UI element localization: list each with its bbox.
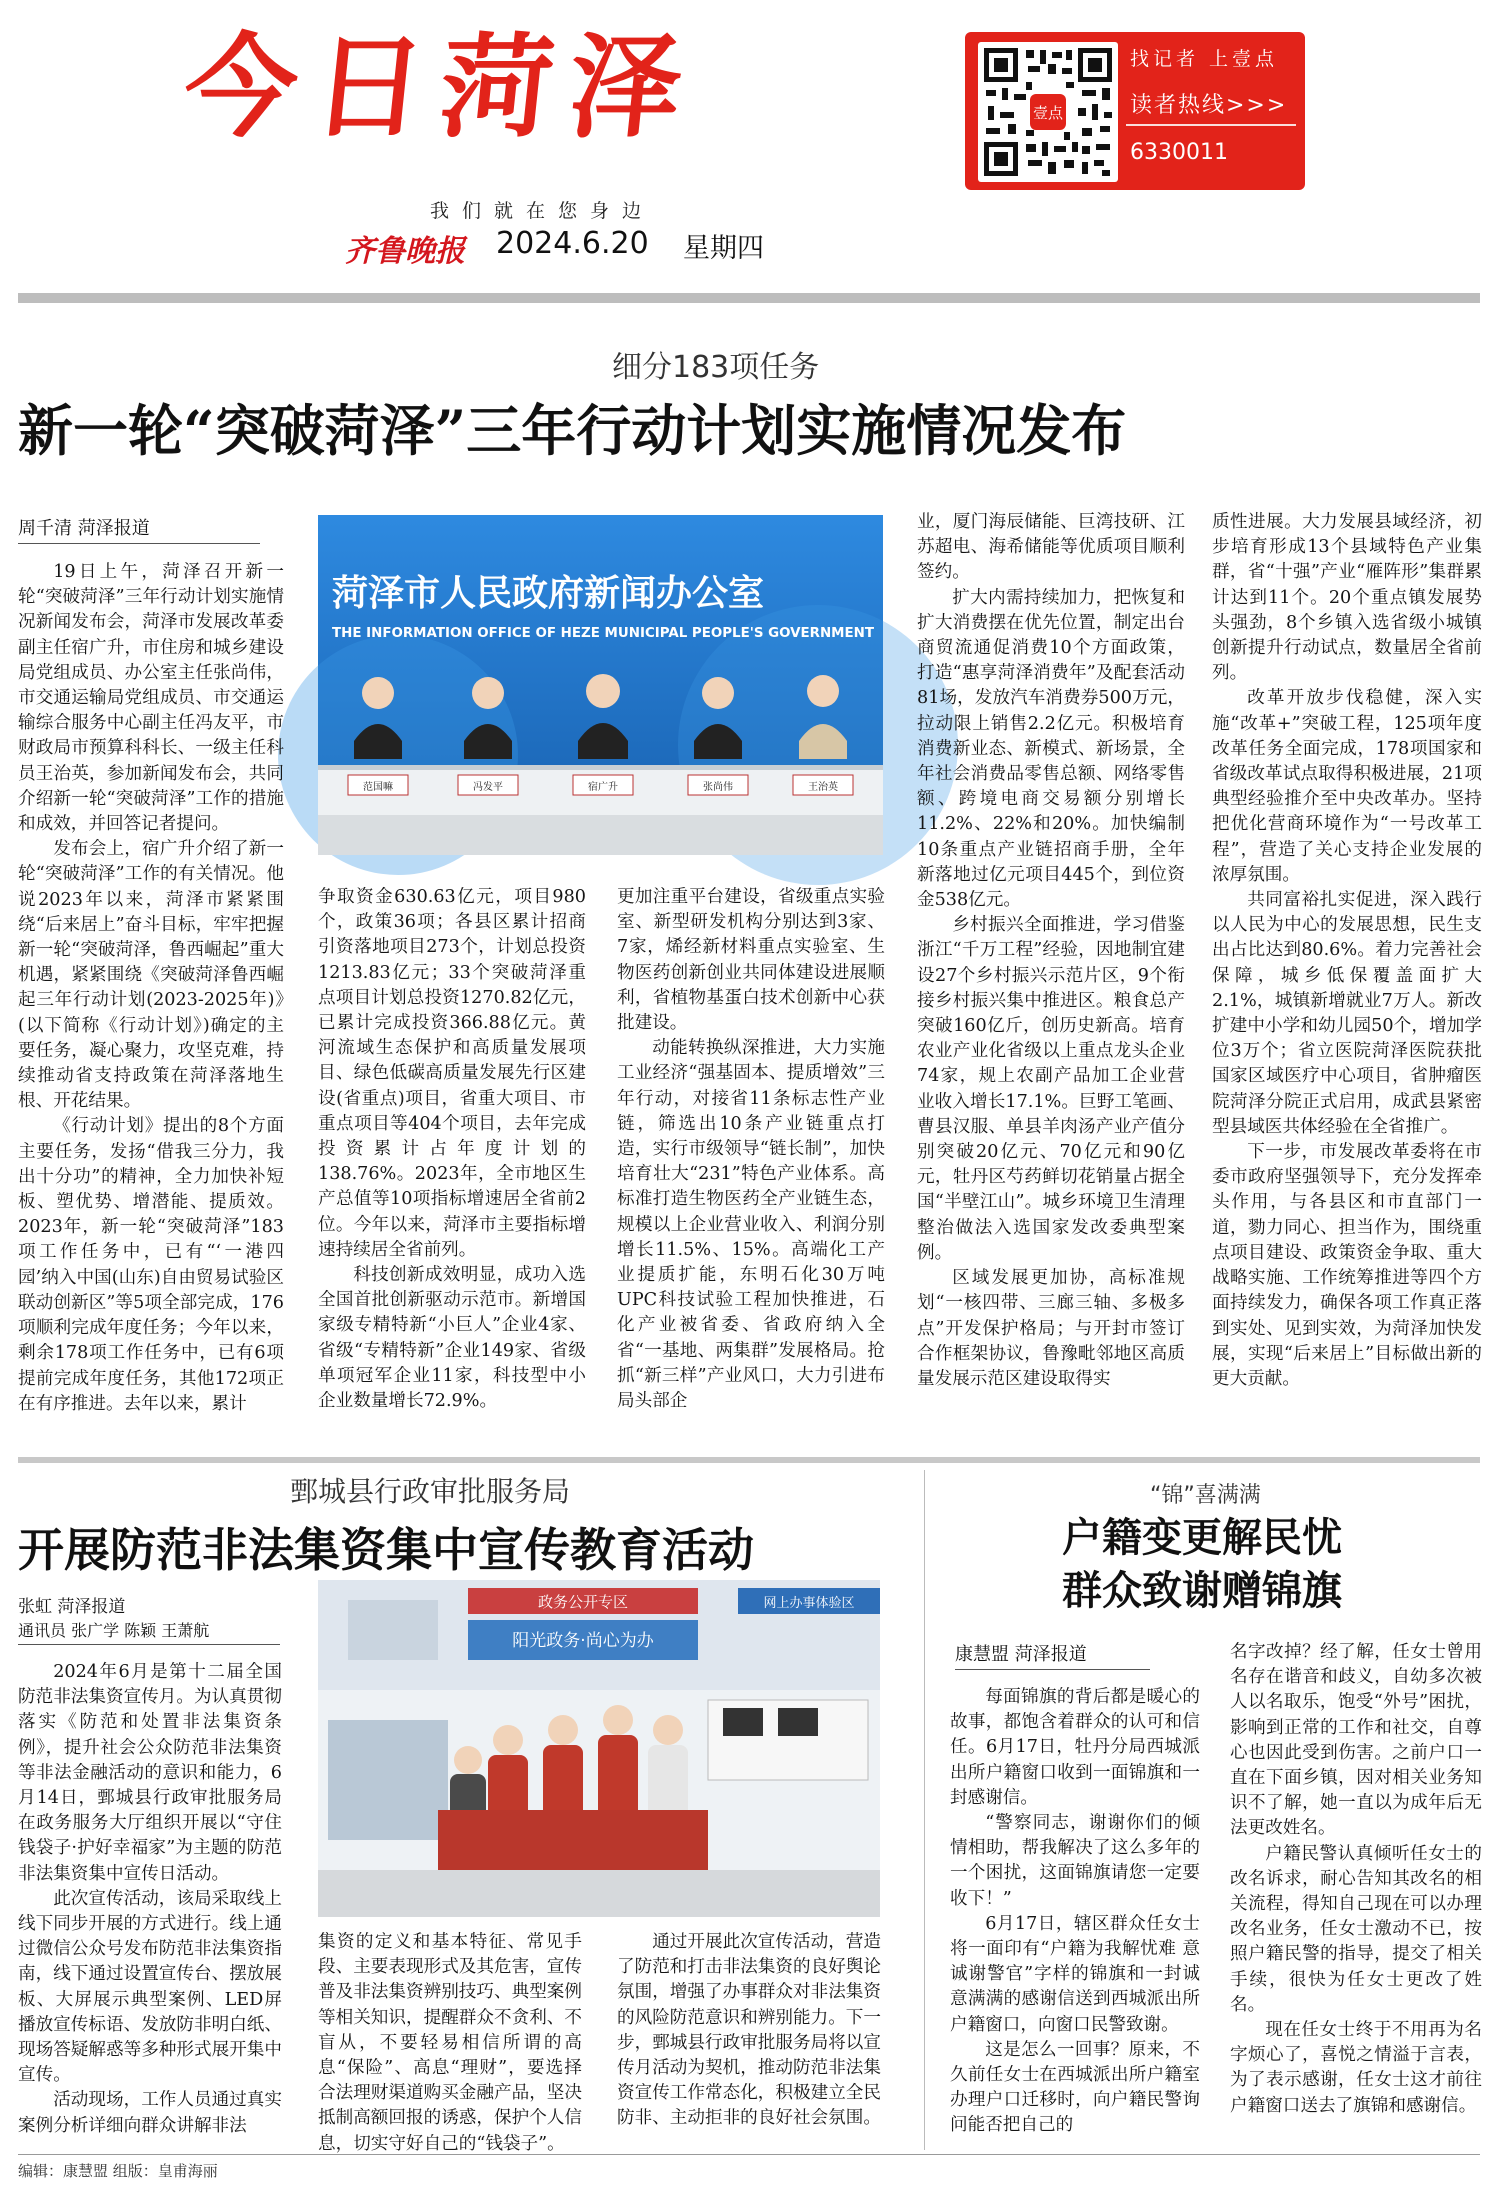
article1-paragraph: 乡村振兴全面推进，学习借鉴浙江“千万工程”经验，因地制宜建设27个乡村振兴示范片区，9个衔接乡村振兴集中推进区。粮食总产突破160亿斤，创历史新高。培育农业产业化省级以上重点龙头企业74家，规上农副产品加工企业营业收入增长17.1%。巨野工笔画、曹县汉服、单县羊肉汤产业产值分别突破20亿元、70亿元和90亿元，牡丹区芍药鲜切花销量占据全国“半壁江山”。城乡环境卫生清理整治做法入选国家发改委典型案例。: [917, 915, 1185, 1263]
issue-date: 2024.6.20: [496, 226, 649, 261]
contact-divider: [1126, 124, 1296, 126]
section-divider: [18, 1457, 1480, 1463]
article1-byline: 周千清 菏泽报道: [18, 514, 260, 544]
footer-editor: 编辑：康慧盟 组版：皇甫海丽: [18, 2162, 218, 2180]
hotline-number[interactable]: 6330011: [1130, 140, 1228, 165]
photo-banner-1: 政务公开专区: [537, 1593, 629, 1611]
article2-headline[interactable]: 开展防范非法集资集中宣传教育活动: [18, 1523, 754, 1577]
masthead-title: 今日菏泽: [178, 23, 704, 153]
article2-paragraph: 此次宣传活动，该局采取线上线下同步开展的方式进行。线上通过微信公众号发布防范非法集资指南，线下通过设置宣传台、摆放展板、大屏展示典型案例、LED屏播放宣传标语、发放防非明白纸、现场答疑解惑等多种形式展开集中宣传。: [18, 1888, 282, 2086]
article1-paragraph: 业，厦门海辰储能、巨湾技研、江苏超电、海希储能等优质项目顺利签约。: [917, 512, 1185, 583]
article1-paragraph: 下一步，市发展改革委将在市委市政府坚强领导下，充分发挥牵头作用，与各县区和市直部门一道，勠力同心、担当作为，围绕重点项目建设、政策资金争取、重大战略实施、工作统筹推进等四个方面持续发力，确保各项工作真正落到实处、见到实效，为菏泽加快发展，实现“后来居上”目标做出新的更大贡献。: [1212, 1142, 1482, 1389]
qr-code-icon[interactable]: [978, 42, 1118, 182]
photo-sign-en: THE INFORMATION OFFICE OF HEZE MUNICIPAL PEOPLE'S GOVERNMENT: [332, 626, 874, 641]
article3-paragraph: 户籍民警认真倾听任女士的改名诉求，耐心告知其改名的相关流程，得知自己现在可以办理改名业务，任女士激动不已，按照户籍民警的指导，提交了相关手续，很快为任女士更改了姓名。: [1230, 1843, 1482, 2015]
article2-paragraph: 2024年6月是第十二届全国防范非法集资宣传月。为认真贯彻落实《防范和处置非法集资条例》，提升社会公众防范非法集资等非法金融活动的意识和能力，6月14日，鄄城县行政审批服务局在政务服务大厅组织开展以“守住钱袋子·护好幸福家”为主题的防范非法集资集中宣传日活动。: [18, 1662, 282, 1884]
article1-paragraph: 改革开放步伐稳健，深入实施“改革+”突破工程，125项年度改革任务全面完成，178项国家和省级改革试点取得积极进展，21项典型经验推介至中央改革办。坚持把优化营商环境作为“一号改革工程”，营造了关心支持企业发展的浓厚氛围。: [1212, 688, 1482, 885]
article2-column-2: [318, 1930, 582, 2154]
article1-paragraph: 动能转换纵深推进，大力实施工业经济“强基固本、提质增效”三年行动，对接省11条标志性产业链，筛选出10条产业链重点打造，实行市级领导“链长制”，加快培育壮大“231”特色产业体系。高标准打造生物医药全产业链生态，规模以上企业营业收入、利润分别增长11.5%、15%。高端化工产业提质扩能，东明石化30万吨UPC科技试验工程加快推进，石化产业被省委、省政府纳入全省“一基地、两集群”发展格局。抢抓“新三样”产业风口，大力引进布局头部企: [617, 1038, 885, 1412]
article1-column-1: [18, 560, 284, 1414]
nameplate-3: 宿广升: [588, 782, 618, 793]
contact-line1: 找记者 上壹点: [1130, 48, 1279, 70]
article3-paragraph: 名字改掉？经了解，任女士曾用名存在谐音和歧义，自幼多次被人以名取乐，饱受“外号”困扰，影响到正常的工作和社交，自尊心也因此受到伤害。之前户口一直在下面乡镇，因对相关业务知识不了解，她一直以为成年后无法更改姓名。: [1230, 1642, 1482, 1839]
press-conference-photo: [318, 515, 883, 855]
article3-paragraph: 这是怎么一回事？原来，不久前任女士在西城派出所户籍室办理户口迁移时，向户籍民警询问能否把自己的: [950, 2039, 1200, 2136]
footer-rule: [18, 2154, 1480, 2155]
photo-banner-2: 阳光政务·尚心为办: [512, 1631, 654, 1651]
qr-center-label: 壹点: [1032, 104, 1064, 122]
article1-column-3: [617, 885, 885, 1412]
article3-headline-1[interactable]: 户籍变更解民忧: [1062, 1514, 1342, 1561]
article1-paragraph: 更加注重平台建设，省级重点实验室、新型研发机构分别达到3家、7家，烯经新材料重点实验室、生物医药创新创业共同体建设进展顺利，省植物基蛋白技术创新中心获批建设。: [617, 887, 885, 1034]
article3-column-1: [950, 1685, 1200, 2150]
article3-byline: 康慧盟 菏泽报道: [955, 1640, 1150, 1670]
article1-paragraph: 质性进展。大力发展县域经济，初步培育形成13个县域特色产业集群，省“十强”产业“雁阵形”集群累计达到11个。20个重点镇发展势头强劲，8个乡镇入选省级小城镇创新提升行动试点，数量居全省前列。: [1212, 512, 1482, 684]
article1-column-5: [1212, 510, 1482, 1390]
article3-headline-2[interactable]: 群众致谢赠锦旗: [1062, 1567, 1342, 1614]
article1-paragraph: 争取资金630.63亿元，项目980个，政策36项；各县区累计招商引资落地项目273个，计划总投资1213.83亿元；33个突破菏泽重点项目计划总投资1270.82亿元，已累计完成投资366.88亿元。黄河流域生态保护和高质量发展项目、绿色低碳高质量发展先行区建设(省重点)项目，省重大项目、市重点项目等404个项目，去年完成投资累计占年度计划的138.76%。2023年，全市地区生产总值等10项指标增速居全省前2位。今年以来，菏泽市主要指标增速持续居全省前列。: [318, 887, 586, 1260]
photo-sign-cn: 菏泽市人民政府新闻办公室: [332, 573, 765, 614]
issue-weekday: 星期四: [683, 233, 764, 264]
article1-paragraph: 发布会上，宿广升介绍了新一轮“突破菏泽”工作的有关情况。他说2023年以来，菏泽市紧紧围绕“后来居上”奋斗目标，牢牢把握新一轮“突破菏泽，鲁西崛起”重大机遇，紧紧围绕《突破菏泽鲁西崛起三年行动计划(2023-2025年)》(以下简称《行动计划》)确定的主要任务，凝心聚力，攻坚克难，持续推动省支持政策在菏泽落地生根、开花结果。: [18, 839, 284, 1112]
photo-banner-3: 网上办事体验区: [763, 1596, 855, 1611]
article3-paragraph: 6月17日，辖区群众任女士将一面印有“户籍为我解忧难 意诚谢警官”字样的锦旗和一封诚意满满的感谢信送到西城派出所户籍窗口，向窗口民警致谢。: [950, 1913, 1200, 2035]
article2-paragraph: 通过开展此次宣传活动，营造了防范和打击非法集资的良好舆论氛围，增强了办事群众对非法集资的风险防范意识和辨别能力。下一步，鄄城县行政审批服务局将以宣传月活动为契机，推动防范非法集资宣传工作常态化，积极建立全民防非、主动拒非的良好社会氛围。: [617, 1932, 881, 2129]
article2-paragraph: 集资的定义和基本特征、常见手段、主要表现形式及其危害，宣传普及非法集资辨别技巧、典型案例等相关知识，提醒群众不贪利、不盲从，不要轻易相信所谓的高息“保险”、高息“理财”，要选择合法理财渠道购买金融产品，坚决抵制高额回报的诱惑，保护个人信息，切实守好自己的“钱袋子”。: [318, 1932, 582, 2154]
article1-kicker: 细分183项任务: [612, 350, 820, 385]
nameplate-1: 范国嘛: [363, 782, 393, 793]
article2-byline-2: 通讯员 张广学 陈颖 王萧航: [18, 1618, 280, 1645]
article3-paragraph: “警察同志，谢谢你们的倾情相助，帮我解决了这么多年的一个困扰，这面锦旗请您一定要收下！”: [950, 1813, 1200, 1909]
article1-column-4: [917, 510, 1185, 1390]
article1-headline[interactable]: 新一轮“突破菏泽”三年行动计划实施情况发布: [18, 398, 1127, 463]
nameplate-4: 张尚伟: [703, 782, 733, 793]
article3-paragraph: 每面锦旗的背后都是暖心的故事，都饱含着群众的认可和信任。6月17日，牡丹分局西城派出所户籍窗口收到一面锦旗和一封感谢信。: [950, 1687, 1200, 1808]
article1-column-2: [318, 885, 586, 1412]
article1-paragraph: 《行动计划》提出的8个方面主要任务，发扬“借我三分力，我出十分功”的精神，全力加快补短板、塑优势、增潜能、提质效。2023年，新一轮“突破菏泽”183项工作任务中，已有“‘一港四园’纳入中国(山东)自由贸易试验区联动创新区”等5项全部完成，176项顺利完成年度任务；今年以来，剩余178项工作任务中，已有6项提前完成年度任务，其他172项正在有序推进。去年以来，累计: [18, 1116, 284, 1414]
contact-line2: 读者热线>>>: [1130, 93, 1288, 118]
article2-kicker: 鄄城县行政审批服务局: [290, 1475, 571, 1508]
article2-paragraph: 活动现场，工作人员通过真实案例分析详细向群众讲解非法: [18, 2090, 282, 2136]
article1-paragraph: 扩大内需持续加力，把恢复和扩大消费摆在优先位置，制定出台商贸流通促消费10个方面政策，打造“惠享菏泽消费年”及配套活动81场，发放汽车消费券500万元，拉动限上销售2.2亿元。积极培育消费新业态、新模式、新场景，全年社会消费品零售总额、网络零售额、跨境电商交易额分别增长11.2%、22%和20%。加快编制10条重点产业链招商手册，全年新落地过亿元项目445个，到位资金538亿元。: [917, 587, 1185, 911]
article2-column-3: [617, 1930, 881, 2150]
article3-paragraph: 现在任女士终于不用再为名字烦心了，喜悦之情溢于言表，为了表示感谢，任女士这才前往户籍窗口送去了旗锦和感谢信。: [1230, 2020, 1482, 2116]
article1-paragraph: 区域发展更加协，高标准规划“一核四带、三廊三轴、多极多点”开发保护格局；与开封市签订合作框架协议，鲁豫毗邻地区高质量发展示范区建设取得实: [917, 1268, 1185, 1389]
article3-column-2: [1230, 1640, 1482, 2150]
article1-paragraph: 科技创新成效明显，成功入选全国首批创新驱动示范市。新增国家级专精特新“小巨人”企业4家、省级“专精特新”企业149家、省级单项冠军企业11家，科技型中小企业数量增长72.9%。: [318, 1265, 586, 1412]
article1-paragraph: 共同富裕扎实促进，深入践行以人民为中心的发展思想，民生支出占比达到80.6%。着力完善社会保障，城乡低保覆盖面扩大2.1%，城镇新增就业7万人。新改扩建中小学和幼儿园50个，增加学位3万个；省立医院菏泽医院获批国家区域医疗中心项目，省肿瘤医院菏泽分院正式启用，成武县紧密型县域医共体经验在全省推广。: [1212, 890, 1482, 1137]
article2-byline-1: 张虹 菏泽报道: [18, 1597, 126, 1617]
paper-name: 齐鲁晚报: [345, 234, 465, 269]
masthead-slogan: 我们就在您身边: [430, 200, 655, 222]
masthead-rule: [18, 293, 1480, 303]
promotion-event-photo: [318, 1580, 880, 1917]
column-divider: [924, 1470, 925, 2150]
article2-column-1: [18, 1660, 282, 2150]
nameplate-2: 冯发平: [473, 782, 503, 793]
article1-paragraph: 19日上午，菏泽召开新一轮“突破菏泽”三年行动计划实施情况新闻发布会，菏泽市发展改革委副主任宿广升，市住房和城乡建设局党组成员、办公室主任张尚伟，市交通运输局党组成员、市交通运输综合服务中心副主任冯友平，市财政局市预算科科长、一级主任科员王治英，参加新闻发布会，共同介绍新一轮“突破菏泽”工作的措施和成效，并回答记者提问。: [18, 562, 284, 835]
nameplate-5: 王治英: [808, 782, 838, 793]
article3-kicker: “锦”喜满满: [1150, 1483, 1261, 1508]
